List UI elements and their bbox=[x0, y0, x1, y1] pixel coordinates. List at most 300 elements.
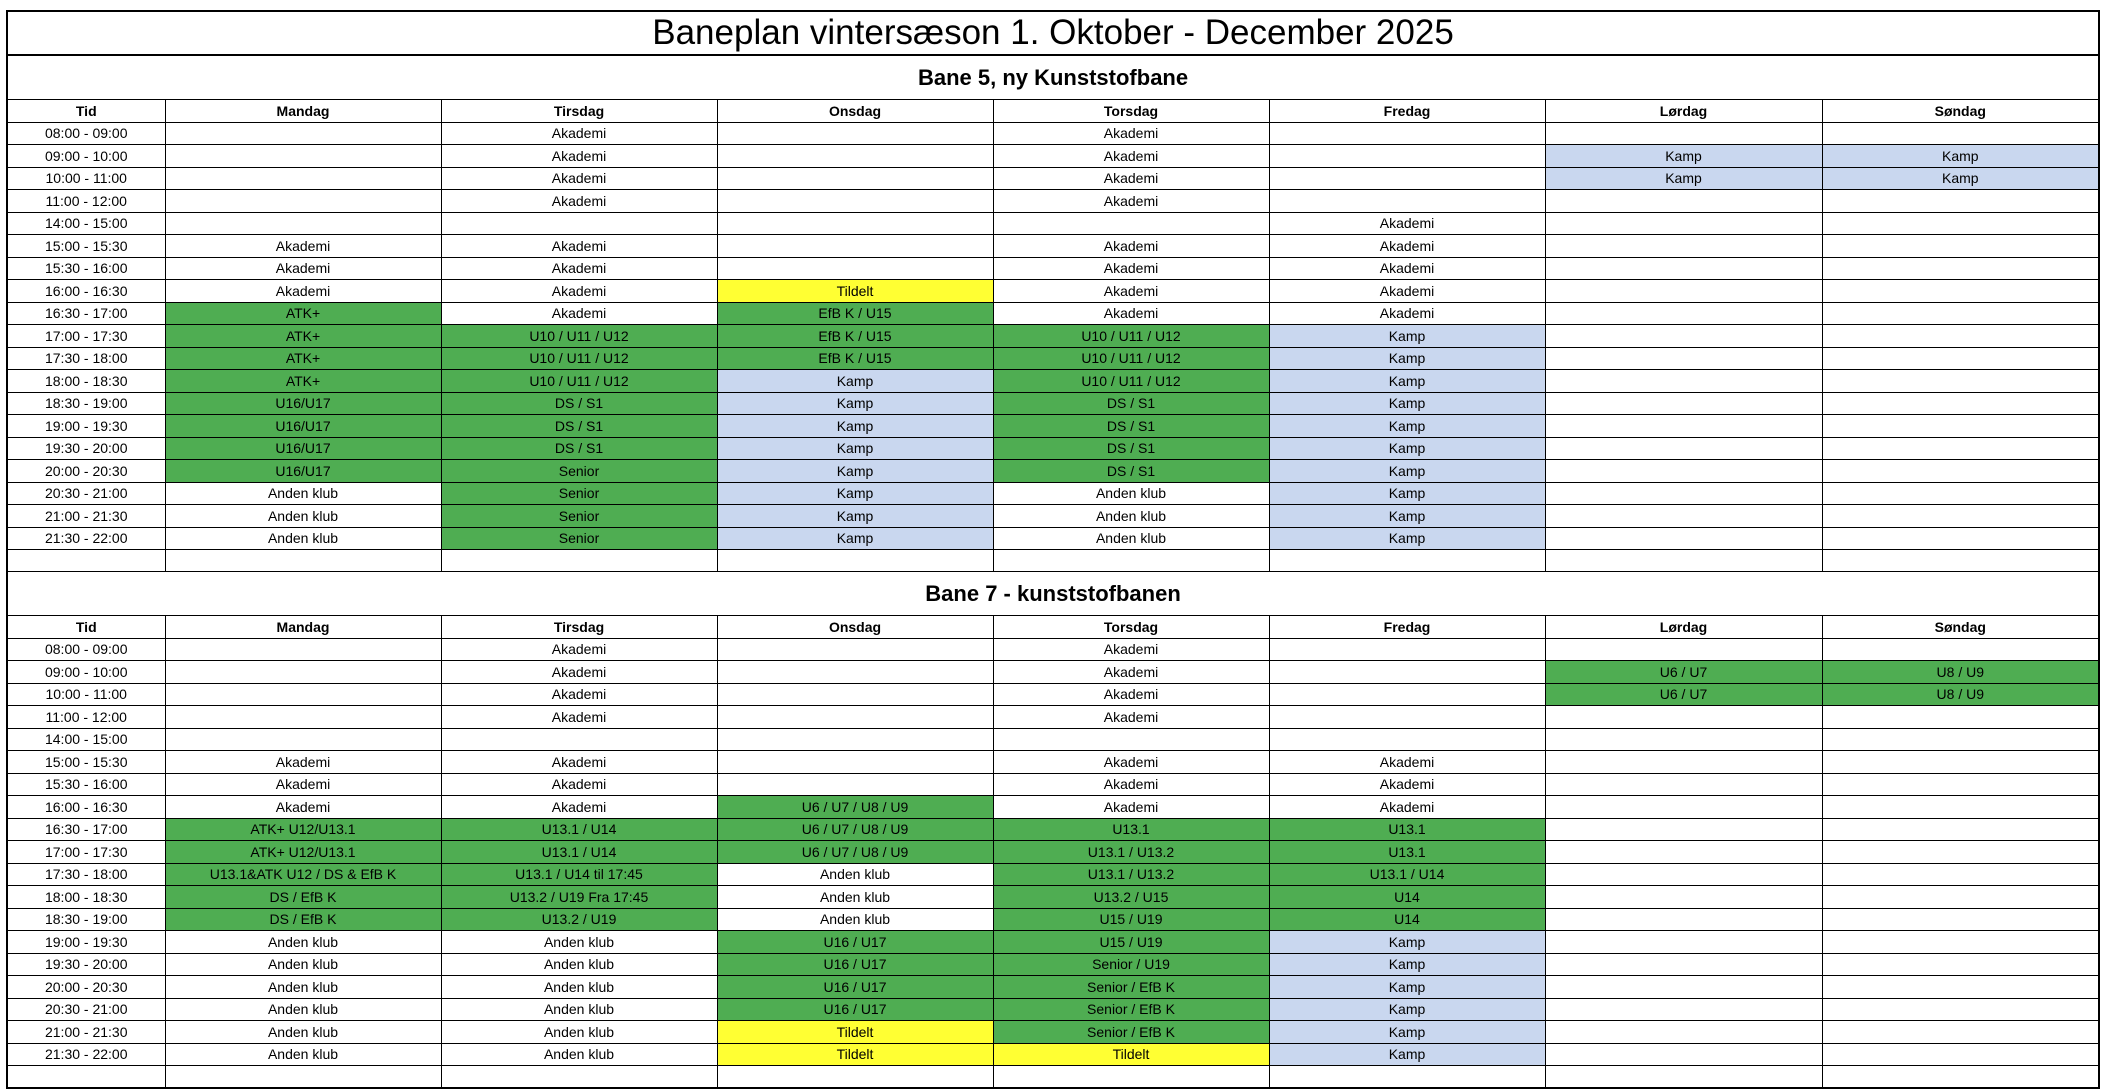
schedule-cell[interactable]: U6 / U7 / U8 / U9 bbox=[717, 796, 993, 819]
schedule-cell[interactable]: Kamp bbox=[1269, 931, 1545, 954]
schedule-cell[interactable]: Akademi bbox=[441, 122, 717, 145]
schedule-cell[interactable] bbox=[1269, 122, 1545, 145]
table-row bbox=[7, 886, 2099, 909]
schedule-cell[interactable]: Akademi bbox=[165, 280, 441, 303]
schedule-cell[interactable]: U13.1 bbox=[1269, 841, 1545, 864]
schedule-cell[interactable]: U16 / U17 bbox=[717, 953, 993, 976]
schedule-cell[interactable] bbox=[165, 683, 441, 706]
schedule-cell[interactable]: Kamp bbox=[1269, 482, 1545, 505]
schedule-cell[interactable] bbox=[1269, 706, 1545, 729]
schedule-cell[interactable]: Akademi bbox=[441, 796, 717, 819]
schedule-cell[interactable] bbox=[717, 751, 993, 774]
schedule-cell[interactable]: U13.1 / U14 til 17:45 bbox=[441, 863, 717, 886]
schedule-cell[interactable]: Kamp bbox=[1269, 347, 1545, 370]
schedule-cell[interactable] bbox=[1545, 370, 1822, 393]
table-row bbox=[7, 818, 2099, 841]
schedule-cell[interactable]: Anden klub bbox=[993, 527, 1269, 550]
schedule-cell[interactable]: EfB K / U15 bbox=[717, 302, 993, 325]
schedule-cell[interactable]: Anden klub bbox=[165, 953, 441, 976]
schedule-cell[interactable]: EfB K / U15 bbox=[717, 325, 993, 348]
schedule-cell[interactable] bbox=[1545, 796, 1822, 819]
schedule-cell[interactable] bbox=[1822, 976, 2099, 999]
schedule-cell[interactable] bbox=[1545, 460, 1822, 483]
schedule-cell[interactable] bbox=[1822, 728, 2099, 751]
schedule-cell[interactable]: Akademi bbox=[165, 257, 441, 280]
schedule-cell[interactable]: ATK+ bbox=[165, 370, 441, 393]
schedule-cell[interactable] bbox=[1269, 683, 1545, 706]
schedule-cell[interactable] bbox=[1269, 190, 1545, 213]
schedule-cell[interactable]: U16 / U17 bbox=[717, 931, 993, 954]
schedule-cell[interactable] bbox=[1269, 167, 1545, 190]
column-header: Søndag bbox=[1822, 100, 2099, 123]
schedule-cell[interactable] bbox=[165, 190, 441, 213]
blank-cell bbox=[1269, 1066, 1545, 1089]
schedule-cell[interactable]: Kamp bbox=[1545, 167, 1822, 190]
schedule-cell[interactable]: Kamp bbox=[1545, 145, 1822, 168]
schedule-cell[interactable]: DS / S1 bbox=[993, 415, 1269, 438]
schedule-cell[interactable] bbox=[1269, 145, 1545, 168]
schedule-cell[interactable]: U16/U17 bbox=[165, 437, 441, 460]
schedule-cell[interactable] bbox=[1822, 796, 2099, 819]
schedule-cell[interactable]: Kamp bbox=[1269, 460, 1545, 483]
schedule-cell[interactable]: Anden klub bbox=[993, 505, 1269, 528]
schedule-cell[interactable]: Kamp bbox=[1822, 145, 2099, 168]
schedule-cell[interactable]: Akademi bbox=[993, 638, 1269, 661]
table-row bbox=[7, 482, 2099, 505]
schedule-cell[interactable]: Akademi bbox=[165, 796, 441, 819]
schedule-cell[interactable] bbox=[1822, 190, 2099, 213]
schedule-cell[interactable] bbox=[1269, 728, 1545, 751]
schedule-cell[interactable]: Akademi bbox=[993, 683, 1269, 706]
schedule-cell[interactable]: Kamp bbox=[1269, 998, 1545, 1021]
schedule-cell[interactable]: Senior / EfB K bbox=[993, 976, 1269, 999]
schedule-cell[interactable]: U6 / U7 / U8 / U9 bbox=[717, 841, 993, 864]
schedule-cell[interactable]: U16 / U17 bbox=[717, 998, 993, 1021]
schedule-cell[interactable]: Kamp bbox=[1269, 325, 1545, 348]
schedule-cell[interactable] bbox=[1545, 235, 1822, 258]
schedule-cell[interactable] bbox=[1822, 415, 2099, 438]
table-row bbox=[7, 953, 2099, 976]
schedule-cell[interactable] bbox=[1822, 953, 2099, 976]
schedule-cell[interactable] bbox=[717, 661, 993, 684]
schedule-cell[interactable]: U8 / U9 bbox=[1822, 683, 2099, 706]
schedule-cell[interactable]: Akademi bbox=[441, 235, 717, 258]
schedule-cell[interactable] bbox=[1822, 908, 2099, 931]
schedule-cell[interactable] bbox=[1822, 751, 2099, 774]
schedule-cell[interactable]: U10 / U11 / U12 bbox=[993, 347, 1269, 370]
schedule-cell[interactable]: Akademi bbox=[1269, 257, 1545, 280]
schedule-cell[interactable]: U14 bbox=[1269, 908, 1545, 931]
schedule-cell[interactable] bbox=[441, 212, 717, 235]
schedule-cell[interactable]: U13.1 / U14 bbox=[441, 818, 717, 841]
schedule-cell[interactable] bbox=[1822, 863, 2099, 886]
schedule-cell[interactable]: Kamp bbox=[717, 392, 993, 415]
time-slot: 18:00 - 18:30 bbox=[7, 370, 165, 393]
schedule-cell[interactable] bbox=[1822, 505, 2099, 528]
schedule-cell[interactable]: U16/U17 bbox=[165, 415, 441, 438]
schedule-cell[interactable] bbox=[1822, 280, 2099, 303]
schedule-cell[interactable] bbox=[1822, 998, 2099, 1021]
schedule-cell[interactable]: DS / S1 bbox=[441, 437, 717, 460]
schedule-cell[interactable]: Senior bbox=[441, 527, 717, 550]
table-row bbox=[7, 1021, 2099, 1044]
schedule-cell[interactable] bbox=[1545, 908, 1822, 931]
schedule-cell[interactable] bbox=[1822, 347, 2099, 370]
time-slot: 20:00 - 20:30 bbox=[7, 976, 165, 999]
schedule-cell[interactable]: U10 / U11 / U12 bbox=[993, 370, 1269, 393]
schedule-cell[interactable]: Akademi bbox=[993, 122, 1269, 145]
schedule-cell[interactable]: DS / S1 bbox=[441, 415, 717, 438]
schedule-cell[interactable]: U13.2 / U19 Fra 17:45 bbox=[441, 886, 717, 909]
schedule-cell[interactable]: U8 / U9 bbox=[1822, 661, 2099, 684]
schedule-cell[interactable] bbox=[1822, 818, 2099, 841]
schedule-cell[interactable]: Anden klub bbox=[717, 863, 993, 886]
schedule-cell[interactable] bbox=[717, 145, 993, 168]
schedule-cell[interactable]: Anden klub bbox=[165, 482, 441, 505]
schedule-cell[interactable] bbox=[1822, 370, 2099, 393]
schedule-cell[interactable]: U13.1&ATK U12 / DS & EfB K bbox=[165, 863, 441, 886]
schedule-cell[interactable]: Kamp bbox=[1269, 976, 1545, 999]
schedule-cell[interactable]: Anden klub bbox=[165, 931, 441, 954]
blank-cell bbox=[441, 550, 717, 572]
schedule-cell[interactable]: Kamp bbox=[717, 460, 993, 483]
schedule-cell[interactable] bbox=[993, 728, 1269, 751]
schedule-cell[interactable]: Akademi bbox=[441, 638, 717, 661]
schedule-cell[interactable]: Akademi bbox=[165, 235, 441, 258]
schedule-cell[interactable] bbox=[1822, 638, 2099, 661]
schedule-cell[interactable]: U13.1 bbox=[993, 818, 1269, 841]
schedule-cell[interactable]: Akademi bbox=[1269, 773, 1545, 796]
schedule-cell[interactable]: Akademi bbox=[993, 280, 1269, 303]
schedule-cell[interactable] bbox=[1822, 212, 2099, 235]
schedule-cell[interactable]: Akademi bbox=[993, 190, 1269, 213]
time-slot: 14:00 - 15:00 bbox=[7, 728, 165, 751]
schedule-cell[interactable] bbox=[1545, 392, 1822, 415]
table-row bbox=[7, 302, 2099, 325]
schedule-cell[interactable]: Anden klub bbox=[441, 931, 717, 954]
schedule-cell[interactable] bbox=[1269, 638, 1545, 661]
schedule-cell[interactable] bbox=[1545, 751, 1822, 774]
schedule-cell[interactable]: DS / S1 bbox=[993, 460, 1269, 483]
schedule-cell[interactable] bbox=[1545, 998, 1822, 1021]
schedule-cell[interactable] bbox=[441, 728, 717, 751]
schedule-cell[interactable] bbox=[1822, 257, 2099, 280]
time-slot: 19:30 - 20:00 bbox=[7, 953, 165, 976]
schedule-cell[interactable]: Kamp bbox=[717, 437, 993, 460]
schedule-cell[interactable] bbox=[1545, 505, 1822, 528]
schedule-cell[interactable] bbox=[993, 212, 1269, 235]
table-row bbox=[7, 437, 2099, 460]
schedule-cell[interactable]: U10 / U11 / U12 bbox=[441, 325, 717, 348]
schedule-cell[interactable] bbox=[1822, 886, 2099, 909]
schedule-cell[interactable]: Akademi bbox=[1269, 235, 1545, 258]
schedule-cell[interactable]: Kamp bbox=[717, 370, 993, 393]
schedule-cell[interactable]: Akademi bbox=[993, 796, 1269, 819]
schedule-cell[interactable]: U16/U17 bbox=[165, 392, 441, 415]
schedule-cell[interactable] bbox=[1545, 482, 1822, 505]
table-row bbox=[7, 145, 2099, 168]
column-header: Tid bbox=[7, 616, 165, 639]
time-slot: 21:30 - 22:00 bbox=[7, 527, 165, 550]
schedule-cell[interactable]: Akademi bbox=[441, 257, 717, 280]
blank-cell bbox=[1822, 1066, 2099, 1089]
schedule-cell[interactable] bbox=[717, 235, 993, 258]
schedule-cell[interactable] bbox=[1545, 706, 1822, 729]
schedule-cell[interactable]: Anden klub bbox=[165, 1043, 441, 1066]
schedule-cell[interactable]: Senior / EfB K bbox=[993, 998, 1269, 1021]
schedule-cell[interactable] bbox=[165, 122, 441, 145]
schedule-cell[interactable] bbox=[717, 190, 993, 213]
schedule-cell[interactable]: EfB K / U15 bbox=[717, 347, 993, 370]
schedule-cell[interactable]: ATK+ U12/U13.1 bbox=[165, 818, 441, 841]
schedule-cell[interactable] bbox=[1822, 773, 2099, 796]
schedule-cell[interactable]: U13.2 / U19 bbox=[441, 908, 717, 931]
schedule-cell[interactable] bbox=[1545, 415, 1822, 438]
schedule-cell[interactable] bbox=[717, 257, 993, 280]
schedule-cell[interactable] bbox=[717, 167, 993, 190]
schedule-cell[interactable] bbox=[1545, 818, 1822, 841]
table-row bbox=[7, 841, 2099, 864]
schedule-cell[interactable] bbox=[717, 683, 993, 706]
schedule-cell[interactable]: U10 / U11 / U12 bbox=[441, 347, 717, 370]
schedule-cell[interactable]: Anden klub bbox=[165, 527, 441, 550]
schedule-cell[interactable] bbox=[1822, 122, 2099, 145]
schedule-cell[interactable]: DS / EfB K bbox=[165, 908, 441, 931]
schedule-cell[interactable]: Akademi bbox=[993, 167, 1269, 190]
schedule-cell[interactable]: Tildelt bbox=[717, 1021, 993, 1044]
schedule-cell[interactable]: Anden klub bbox=[441, 998, 717, 1021]
schedule-cell[interactable]: U6 / U7 bbox=[1545, 661, 1822, 684]
schedule-cell[interactable]: Kamp bbox=[1822, 167, 2099, 190]
time-slot: 09:00 - 10:00 bbox=[7, 661, 165, 684]
schedule-cell[interactable]: Akademi bbox=[441, 190, 717, 213]
schedule-cell[interactable]: Kamp bbox=[717, 415, 993, 438]
column-header: Torsdag bbox=[993, 100, 1269, 123]
schedule-cell[interactable] bbox=[1822, 527, 2099, 550]
schedule-cell[interactable] bbox=[1822, 706, 2099, 729]
schedule-cell[interactable]: Anden klub bbox=[165, 1021, 441, 1044]
schedule-cell[interactable] bbox=[1545, 638, 1822, 661]
table-row bbox=[7, 1043, 2099, 1066]
schedule-cell[interactable] bbox=[1545, 212, 1822, 235]
schedule-cell[interactable] bbox=[1822, 931, 2099, 954]
schedule-cell[interactable] bbox=[1545, 302, 1822, 325]
schedule-cell[interactable] bbox=[717, 212, 993, 235]
schedule-cell[interactable]: Kamp bbox=[717, 482, 993, 505]
schedule-cell[interactable]: Kamp bbox=[1269, 527, 1545, 550]
schedule-cell[interactable] bbox=[165, 661, 441, 684]
schedule-cell[interactable] bbox=[1822, 325, 2099, 348]
schedule-cell[interactable] bbox=[1545, 347, 1822, 370]
schedule-cell[interactable]: Akademi bbox=[441, 751, 717, 774]
table-row bbox=[7, 931, 2099, 954]
schedule-cell[interactable] bbox=[1545, 931, 1822, 954]
schedule-cell[interactable]: Akademi bbox=[993, 235, 1269, 258]
schedule-cell[interactable] bbox=[165, 706, 441, 729]
schedule-cell[interactable]: ATK+ U12/U13.1 bbox=[165, 841, 441, 864]
schedule-cell[interactable]: Anden klub bbox=[441, 1021, 717, 1044]
schedule-cell[interactable]: Akademi bbox=[993, 661, 1269, 684]
schedule-cell[interactable]: Tildelt bbox=[717, 280, 993, 303]
schedule-cell[interactable]: Senior bbox=[441, 460, 717, 483]
schedule-cell[interactable]: Kamp bbox=[1269, 437, 1545, 460]
schedule-cell[interactable] bbox=[1545, 190, 1822, 213]
schedule-cell[interactable] bbox=[165, 212, 441, 235]
schedule-cell[interactable]: Anden klub bbox=[441, 953, 717, 976]
schedule-cell[interactable]: Kamp bbox=[1269, 370, 1545, 393]
schedule-cell[interactable]: U6 / U7 bbox=[1545, 683, 1822, 706]
schedule-cell[interactable]: DS / S1 bbox=[993, 392, 1269, 415]
schedule-cell[interactable]: Akademi bbox=[441, 661, 717, 684]
schedule-cell[interactable]: Senior / U19 bbox=[993, 953, 1269, 976]
time-slot: 15:00 - 15:30 bbox=[7, 235, 165, 258]
schedule-cell[interactable]: U10 / U11 / U12 bbox=[441, 370, 717, 393]
schedule-cell[interactable] bbox=[1269, 661, 1545, 684]
schedule-cell[interactable]: Akademi bbox=[441, 302, 717, 325]
schedule-cell[interactable]: Anden klub bbox=[165, 976, 441, 999]
column-header: Tid bbox=[7, 100, 165, 123]
schedule-cell[interactable] bbox=[1545, 863, 1822, 886]
schedule-cell[interactable] bbox=[1545, 773, 1822, 796]
schedule-cell[interactable] bbox=[717, 728, 993, 751]
schedule-cell[interactable]: Akademi bbox=[441, 706, 717, 729]
schedule-cell[interactable]: Akademi bbox=[993, 302, 1269, 325]
schedule-cell[interactable] bbox=[1545, 1043, 1822, 1066]
schedule-cell[interactable]: Tildelt bbox=[717, 1043, 993, 1066]
schedule-cell[interactable] bbox=[717, 122, 993, 145]
schedule-cell[interactable]: U13.1 / U14 bbox=[1269, 863, 1545, 886]
schedule-cell[interactable] bbox=[1545, 841, 1822, 864]
schedule-cell[interactable]: Akademi bbox=[1269, 280, 1545, 303]
schedule-cell[interactable] bbox=[1822, 1021, 2099, 1044]
schedule-cell[interactable]: U14 bbox=[1269, 886, 1545, 909]
schedule-cell[interactable] bbox=[1822, 1043, 2099, 1066]
schedule-cell[interactable]: Kamp bbox=[717, 505, 993, 528]
schedule-cell[interactable]: Akademi bbox=[1269, 302, 1545, 325]
schedule-cell[interactable]: DS / S1 bbox=[993, 437, 1269, 460]
schedule-cell[interactable]: ATK+ bbox=[165, 325, 441, 348]
table-row bbox=[7, 751, 2099, 774]
schedule-cell[interactable]: Akademi bbox=[1269, 751, 1545, 774]
schedule-cell[interactable] bbox=[1545, 886, 1822, 909]
time-slot: 20:00 - 20:30 bbox=[7, 460, 165, 483]
schedule-cell[interactable]: Akademi bbox=[165, 751, 441, 774]
schedule-cell[interactable]: Anden klub bbox=[441, 976, 717, 999]
schedule-cell[interactable]: Akademi bbox=[993, 145, 1269, 168]
time-slot: 10:00 - 11:00 bbox=[7, 683, 165, 706]
schedule-cell[interactable] bbox=[717, 706, 993, 729]
schedule-cell[interactable]: Senior / EfB K bbox=[993, 1021, 1269, 1044]
schedule-cell[interactable]: Akademi bbox=[1269, 796, 1545, 819]
schedule-cell[interactable] bbox=[165, 167, 441, 190]
schedule-cell[interactable]: Akademi bbox=[993, 706, 1269, 729]
schedule-cell[interactable]: Akademi bbox=[441, 280, 717, 303]
blank-cell bbox=[993, 550, 1269, 572]
schedule-cell[interactable]: Anden klub bbox=[717, 886, 993, 909]
schedule-cell[interactable] bbox=[1822, 841, 2099, 864]
schedule-cell[interactable]: Anden klub bbox=[993, 482, 1269, 505]
schedule-cell[interactable] bbox=[165, 638, 441, 661]
schedule-cell[interactable]: U13.1 / U13.2 bbox=[993, 863, 1269, 886]
schedule-cell[interactable]: Kamp bbox=[1269, 1021, 1545, 1044]
schedule-cell[interactable]: U16 / U17 bbox=[717, 976, 993, 999]
schedule-cell[interactable]: U15 / U19 bbox=[993, 931, 1269, 954]
schedule-cell[interactable]: U6 / U7 / U8 / U9 bbox=[717, 818, 993, 841]
schedule-cell[interactable]: U16/U17 bbox=[165, 460, 441, 483]
time-slot: 16:30 - 17:00 bbox=[7, 302, 165, 325]
schedule-cell[interactable]: ATK+ bbox=[165, 302, 441, 325]
schedule-cell[interactable]: Akademi bbox=[993, 257, 1269, 280]
schedule-cell[interactable]: Akademi bbox=[1269, 212, 1545, 235]
schedule-cell[interactable]: Senior bbox=[441, 505, 717, 528]
schedule-cell[interactable]: Akademi bbox=[993, 773, 1269, 796]
schedule-cell[interactable]: Akademi bbox=[441, 683, 717, 706]
schedule-cell[interactable]: DS / S1 bbox=[441, 392, 717, 415]
schedule-cell[interactable] bbox=[1545, 1021, 1822, 1044]
schedule-cell[interactable]: Kamp bbox=[1269, 953, 1545, 976]
schedule-cell[interactable]: Akademi bbox=[441, 145, 717, 168]
column-header: Lørdag bbox=[1545, 616, 1822, 639]
schedule-cell[interactable]: Akademi bbox=[993, 751, 1269, 774]
schedule-cell[interactable]: DS / EfB K bbox=[165, 886, 441, 909]
schedule-cell[interactable] bbox=[1545, 122, 1822, 145]
schedule-cell[interactable]: U10 / U11 / U12 bbox=[993, 325, 1269, 348]
schedule-cell[interactable] bbox=[1545, 280, 1822, 303]
schedule-cell[interactable]: U13.1 bbox=[1269, 818, 1545, 841]
schedule-cell[interactable] bbox=[1822, 235, 2099, 258]
schedule-cell[interactable]: U13.1 / U14 bbox=[441, 841, 717, 864]
blank-cell bbox=[7, 1066, 165, 1089]
schedule-cell[interactable]: Tildelt bbox=[993, 1043, 1269, 1066]
schedule-cell[interactable]: Kamp bbox=[717, 527, 993, 550]
schedule-cell[interactable] bbox=[1545, 953, 1822, 976]
schedule-cell[interactable]: Anden klub bbox=[165, 505, 441, 528]
schedule-cell[interactable] bbox=[717, 638, 993, 661]
schedule-cell[interactable]: Anden klub bbox=[165, 998, 441, 1021]
schedule-cell[interactable]: Kamp bbox=[1269, 505, 1545, 528]
schedule-cell[interactable]: U15 / U19 bbox=[993, 908, 1269, 931]
schedule-cell[interactable] bbox=[1545, 976, 1822, 999]
schedule-cell[interactable] bbox=[1545, 437, 1822, 460]
schedule-cell[interactable]: ATK+ bbox=[165, 347, 441, 370]
schedule-cell[interactable]: Kamp bbox=[1269, 1043, 1545, 1066]
schedule-cell[interactable] bbox=[1822, 302, 2099, 325]
schedule-cell[interactable] bbox=[1822, 392, 2099, 415]
table-row bbox=[7, 527, 2099, 550]
schedule-cell[interactable]: Kamp bbox=[1269, 415, 1545, 438]
schedule-cell[interactable] bbox=[1545, 527, 1822, 550]
schedule-cell[interactable]: Senior bbox=[441, 482, 717, 505]
schedule-cell[interactable] bbox=[717, 773, 993, 796]
schedule-cell[interactable]: Anden klub bbox=[441, 1043, 717, 1066]
schedule-cell[interactable] bbox=[165, 145, 441, 168]
schedule-cell[interactable] bbox=[1822, 482, 2099, 505]
schedule-cell[interactable]: Akademi bbox=[165, 773, 441, 796]
schedule-cell[interactable]: Akademi bbox=[441, 773, 717, 796]
schedule-cell[interactable] bbox=[165, 728, 441, 751]
schedule-cell[interactable]: Kamp bbox=[1269, 392, 1545, 415]
column-header: Onsdag bbox=[717, 100, 993, 123]
schedule-cell[interactable] bbox=[1822, 437, 2099, 460]
schedule-cell[interactable] bbox=[1545, 325, 1822, 348]
schedule-cell[interactable]: Akademi bbox=[441, 167, 717, 190]
schedule-cell[interactable] bbox=[1545, 257, 1822, 280]
schedule-cell[interactable]: U13.2 / U15 bbox=[993, 886, 1269, 909]
schedule-cell[interactable]: U13.1 / U13.2 bbox=[993, 841, 1269, 864]
schedule-cell[interactable] bbox=[1822, 460, 2099, 483]
schedule-cell[interactable]: Anden klub bbox=[717, 908, 993, 931]
schedule-cell[interactable] bbox=[1545, 728, 1822, 751]
